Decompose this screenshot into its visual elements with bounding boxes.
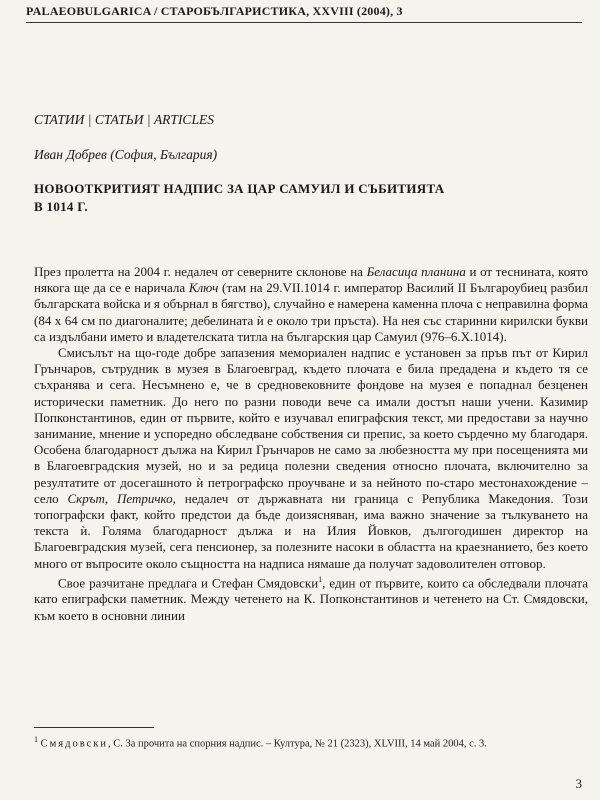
section-label: СТАТИИ | СТАТЬИ | ARTICLES [34, 112, 214, 127]
p3-text-b: , един от първите, които са обследвали плочата като епиграфски паметник. Между четенето на К. Попконстантинов и четенето на Ст. Смядовски, към което в основни линии [34, 575, 588, 623]
article-body [34, 264, 588, 624]
p2-emphasis-1: Скрът [67, 490, 105, 506]
running-head: PALAEOBULGARICA / СТАРОБЪЛГАРИСТИКА, XXVIII (2004), 3 [26, 4, 403, 18]
p2-emphasis-2: Петричко [116, 490, 173, 506]
footnote-author: Смядовски [40, 738, 108, 750]
footnote [34, 733, 554, 752]
header-rule [26, 22, 582, 23]
p2-text-a: Смисълът на що-годе добре запазения мемориален надпис е установен за пръв път от Кирил Грънчаров, сътрудник в музея в Благоевград, където плочата е била предадена и където тя се съхранява и сега. Несъмнено е, че в средновековните фондове на музея е попаднал безценен исторически паметник. До него по разни поводи вече са имали достъп наши учени. Казимир Попконстантинов, един от първите, който е изучавал епиграфския текст, ми предостави за научно занимание, мнение и успоредно обследване собствения си препис, за което сърдечно му благодаря. Особена благодарност дължа на Кирил Грънчаров не само за любезността му при посещенията ми в Благоевградския музей, но и за редица полезни сведения относно плочата, включително за резултатите от досегашното ѝ петрографско проучване и за нейното по-старо местонахождение – село [34, 345, 588, 506]
p1-text-a: През пролетта на 2004 г. недалеч от северните склонове на [34, 264, 367, 279]
footnote-ref[interactable]: 1 [318, 574, 323, 584]
author-line: Иван Добрев (София, България) [34, 147, 218, 162]
p1-text-b: и от теснината, която някога ще да се е наричала [34, 264, 588, 296]
article-title [34, 180, 554, 216]
footnote-number: 1 [34, 735, 38, 744]
p3-text-a: Свое разчитане предлага и Стефан Смядовски [58, 575, 319, 591]
p1-text-c: (там на 29.VII.1014 г. император Василий II Българоубиец разбил българската войска и я обърнал в бягство), случайно е намерена каменна плоча с неправилна форма (84 х 64 см по диагоналите; дебелината ѝ е около три пръста). На нея със старинни кирилски букви са издълбани името и владетелската титла на българския цар Самуил (976–6.Х.1014). [34, 280, 588, 344]
page-number: 3 [575, 776, 582, 791]
p2-text-b: , недалеч от държавната ни граница с Република Македония. Този топографски факт, който предстои да бъде доизясняван, има важно значение за тълкуването на текста ѝ. Голяма благодарност дължа и на Илия Йовков, дългогодишен директор на Благоевградския музей, сега пенсионер, за полезните насоки в областта на краезнанието, без което много от въпросите около същността на надписа нямаше да получат задоволителен отговор. [34, 490, 588, 571]
p1-emphasis-1: Беласица планина [366, 264, 466, 279]
paragraph-2 [34, 345, 588, 572]
title-line-1: НОВООТКРИТИЯТ НАДПИС ЗА ЦАР САМУИЛ И СЪБИТИЯТА [34, 181, 445, 196]
paragraph-3 [34, 572, 588, 624]
paragraph-1 [34, 264, 588, 345]
p1-emphasis-2: Ключ [188, 280, 219, 296]
footnote-text: , С. За прочита на спорния надпис. – Култура, № 21 (2323), XLVIII, 14 май 2004, с. 3. [107, 738, 487, 750]
p2-separator: , [104, 490, 117, 506]
title-line-2: В 1014 Г. [34, 199, 88, 214]
footnote-rule [34, 727, 154, 728]
